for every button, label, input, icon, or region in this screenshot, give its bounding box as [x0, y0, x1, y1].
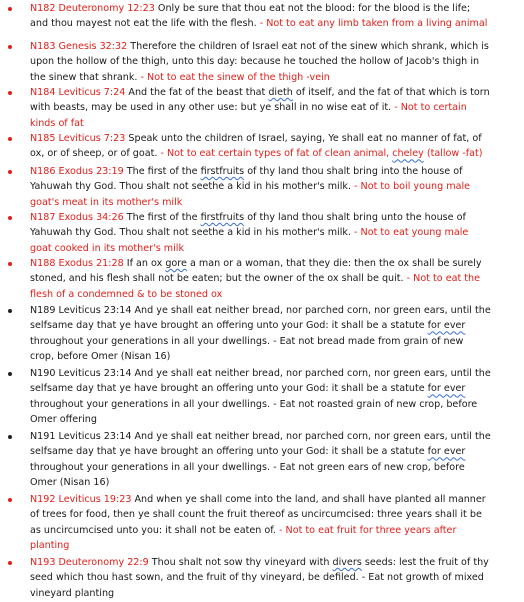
- highlighted-text: N186 Exodus 23:19: [30, 166, 124, 177]
- body-text: Thou shalt not sow thy vineyard with: [148, 557, 333, 568]
- highlighted-text: (tallow -fat): [423, 148, 483, 160]
- highlighted-text: - Not to eat certain types of fat of clean animal,: [160, 148, 393, 160]
- body-text: seeds: lest the fruit of thy: [361, 557, 489, 568]
- bullet-icon: [8, 435, 12, 439]
- bullet-icon: [8, 309, 12, 313]
- body-text: N190 Leviticus 23:14 And ye shall eat neither bread, nor parched corn, nor green ears, until the: [30, 368, 491, 379]
- body-text: of thy land thou shalt bring into the house of: [244, 166, 463, 177]
- highlighted-text: - Not to eat young male: [354, 227, 469, 239]
- spellcheck-word: gore: [165, 258, 187, 269]
- highlighted-text: N184 Leviticus 7:24: [30, 87, 126, 98]
- body-text: The first of the: [123, 166, 201, 177]
- bullet-icon: [8, 498, 12, 502]
- body-text: of trees for food, then ye shall count the fruit thereof as uncircumcised: three years shall it be: [30, 509, 482, 521]
- body-text: upon the hollow of the thigh, unto this day: because he touched the hollow of Jacob's thigh in: [30, 56, 480, 68]
- list-item: [30, 303, 518, 365]
- highlighted-text: cheley: [392, 148, 424, 160]
- spellcheck-word: for ever: [427, 383, 466, 395]
- list-item: [30, 366, 518, 428]
- highlighted-text: N183 Genesis 32:32: [30, 41, 128, 52]
- spellcheck-word: for ever: [427, 446, 466, 458]
- body-text: selfsame day that ye have brought an offering unto your God: it shall be a statute: [30, 320, 428, 332]
- body-text: stoned, and his flesh shall not be eaten; but the owner of the ox shall be quit.: [30, 273, 407, 285]
- bullet-icon: [8, 91, 12, 95]
- bullet-icon: [8, 262, 12, 266]
- highlighted-text: flesh of a condemned & to be stoned ox: [30, 288, 223, 300]
- highlighted-text: - Not to eat fruit for three years after: [279, 524, 457, 536]
- body-text: And when ye shall come into the land, and shall have planted all manner: [131, 494, 486, 505]
- list-item: [30, 429, 518, 491]
- highlighted-text: N193 Deuteronomy 22:9: [30, 557, 149, 568]
- body-text: as uncircumcised unto you: it shall not be eaten of.: [30, 524, 280, 536]
- list-item: [30, 131, 518, 162]
- body-text: seed which thou hast sown, and the fruit of thy vineyard, be defiled. - Eat not growth of mixed: [30, 572, 484, 584]
- highlighted-text: planting: [30, 540, 70, 552]
- highlighted-text: N188 Exodus 21:28: [30, 258, 124, 269]
- body-text: Omer (Nisan 16): [30, 477, 110, 489]
- body-text: a man or a woman, that they die: then the ox shall be surely: [186, 258, 482, 269]
- body-text: Speak unto the children of Israel, saying, Ye shall eat no manner of fat, of: [125, 133, 482, 144]
- body-text: N189 Leviticus 23:14 And ye shall eat neither bread, nor parched corn, nor green ears, until the: [30, 305, 491, 316]
- bullet-icon: [8, 170, 12, 174]
- body-text: Omer offering: [30, 414, 97, 426]
- list-item: [30, 256, 518, 302]
- body-text: Yahuwah thy God. Thou shalt not seethe a kid in his mother's milk.: [30, 227, 355, 239]
- highlighted-text: - Not to eat the sinew of the thigh -vein: [140, 71, 330, 83]
- body-text: If an ox: [123, 258, 166, 269]
- spellcheck-word: dieth: [268, 87, 293, 98]
- body-text: with beasts, may be used in any other use: but ye shall in no wise eat of it.: [30, 102, 395, 114]
- highlighted-text: N182 Deuteronomy 12:23: [30, 3, 155, 14]
- highlighted-text: - Not to eat any limb taken from a living animal: [259, 18, 488, 30]
- spellcheck-word: divers: [332, 557, 362, 568]
- body-text: Only be sure that thou eat not the blood: for the blood is the life;: [154, 3, 471, 14]
- body-text: N191 Leviticus 23:14 And ye shall eat neither bread, nor parched corn, nor green ears, until the: [30, 431, 491, 442]
- bullet-icon: [8, 561, 12, 565]
- body-text: Yahuwah thy God. Thou shalt not seethe a kid in his mother's milk.: [30, 181, 355, 193]
- body-text: And the fat of the beast that: [125, 87, 269, 98]
- body-text: throughout your generations in all your dwellings. - Eat not roasted grain of new crop, before: [30, 398, 478, 410]
- list-item: [30, 164, 518, 210]
- bullet-icon: [8, 7, 12, 11]
- highlighted-text: - Not to eat the: [406, 273, 481, 285]
- highlighted-text: N192 Leviticus 19:23: [30, 494, 132, 505]
- body-text: and thou mayest not eat the life with the flesh.: [30, 18, 260, 30]
- body-text: the sinew that shrank.: [30, 71, 141, 83]
- spellcheck-word: for ever: [427, 320, 466, 332]
- list-item: [30, 210, 518, 256]
- bullet-icon: [8, 372, 12, 376]
- body-text: throughout your generations in all your dwellings. - Eat not bread made from grain of new: [30, 335, 464, 347]
- highlighted-text: kinds of fat: [30, 117, 84, 129]
- body-text: of itself, and the fat of that which is torn: [292, 87, 490, 98]
- body-text: The first of the: [123, 212, 201, 223]
- highlighted-text: goat cooked in its mother's milk: [30, 242, 185, 254]
- spellcheck-word: firstfruits: [200, 212, 245, 223]
- highlighted-text: - Not to certain: [394, 102, 467, 114]
- body-text: ox, or of sheep, or of goat.: [30, 148, 161, 160]
- spellcheck-word: firstfruits: [200, 166, 245, 177]
- body-text: selfsame day that ye have brought an offering unto your God: it shall be a statute: [30, 383, 428, 395]
- body-text: throughout your generations in all your dwellings. - Eat not green ears of new crop, before: [30, 461, 465, 473]
- body-text: selfsame day that ye have brought an offering unto your God: it shall be a statute: [30, 446, 428, 458]
- highlighted-text: N187 Exodus 34:26: [30, 212, 124, 223]
- bullet-icon: [8, 216, 12, 220]
- body-text: crop, before Omer (Nisan 16): [30, 351, 171, 363]
- body-text: Therefore the children of Israel eat not of the sinew which shrank, which is: [127, 41, 489, 52]
- highlighted-text: goat's meat in its mother's milk: [30, 196, 183, 208]
- list-item: [30, 492, 518, 554]
- body-text: vineyard planting: [30, 587, 115, 599]
- highlighted-text: - Not to boil young male: [354, 181, 471, 193]
- list-item: [30, 555, 518, 601]
- bullet-icon: [8, 45, 12, 49]
- bullet-icon: [8, 137, 12, 141]
- list-item: [30, 39, 518, 85]
- list-item: [30, 85, 518, 131]
- body-text: of thy land thou shalt bring unto the house of: [244, 212, 466, 223]
- highlighted-text: N185 Leviticus 7:23: [30, 133, 126, 144]
- list-item: [30, 1, 518, 32]
